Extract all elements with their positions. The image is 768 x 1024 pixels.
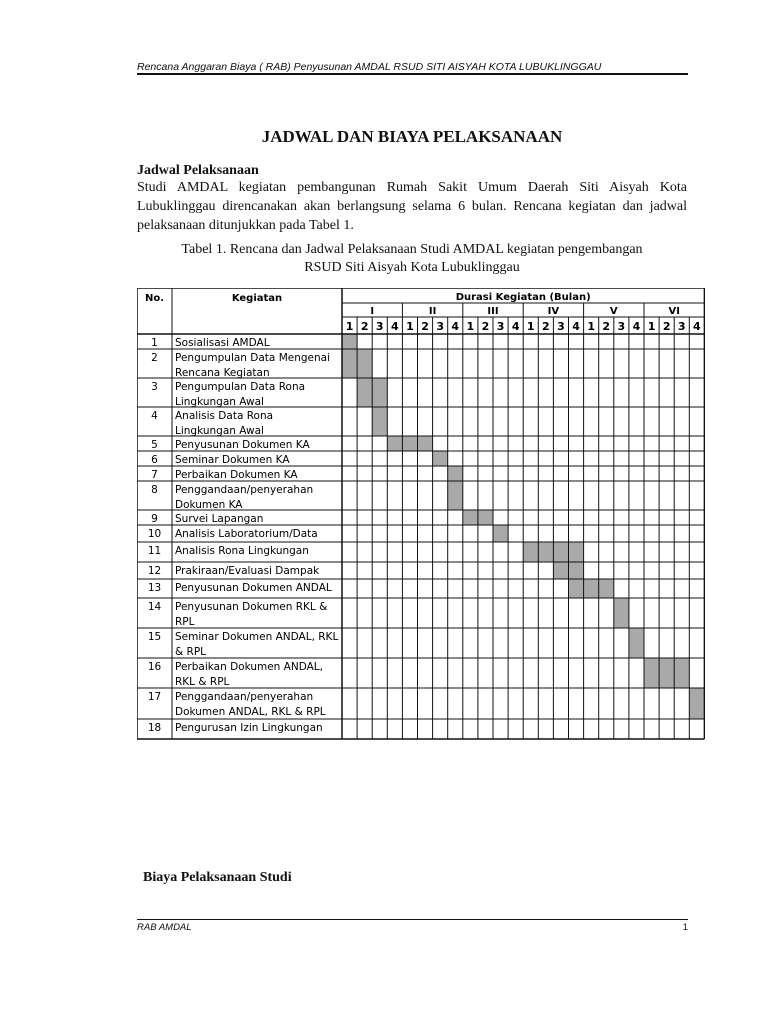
- table-caption-line-2: RSUD Siti Aisyah Kota Lubuklinggau: [304, 260, 520, 275]
- row-number: 5: [151, 439, 158, 451]
- gantt-bar-cell: [463, 510, 478, 525]
- gantt-bar-cell: [569, 542, 584, 562]
- schedule-table: [137, 288, 705, 748]
- gantt-bar-cell: [599, 579, 614, 598]
- week-label: 1: [647, 320, 656, 333]
- row-number: 1: [151, 337, 158, 349]
- week-label: 4: [632, 320, 641, 333]
- footer-label: RAB AMDAL: [137, 922, 192, 933]
- row-number: 6: [151, 454, 158, 466]
- month-label: IV: [547, 306, 560, 317]
- activity-label: Penyusunan Dokumen ANDAL: [175, 582, 332, 594]
- gantt-bar-cell: [659, 658, 674, 688]
- week-label: 3: [677, 320, 686, 333]
- gantt-bar-cell: [689, 688, 704, 719]
- gantt-bar-cell: [402, 436, 417, 451]
- month-label: V: [609, 306, 618, 317]
- activity-label: Pengumpulan Data Rona: [175, 381, 306, 393]
- activity-label: Dokumen KA: [175, 499, 243, 511]
- activity-label: Prakiraan/Evaluasi Dampak: [175, 565, 320, 577]
- row-number: 17: [147, 691, 162, 703]
- week-label: 3: [375, 320, 384, 333]
- gantt-bar-cell: [584, 579, 599, 598]
- gantt-bar-cell: [448, 466, 463, 481]
- intro-paragraph: Studi AMDAL kegiatan pembangunan Rumah Sakit Umum Daerah Siti Aisyah Kota Lubuklinggau direncanakan akan berlangsung selama 6 bulan. Rencana kegiatan dan jadwal pelaksanaan ditunjukkan pada Tabel 1.: [137, 180, 687, 233]
- activity-label: Pengurusan Izin Lingkungan: [175, 722, 323, 734]
- week-label: 1: [345, 320, 354, 333]
- activity-label: Penyusunan Dokumen RKL &: [175, 601, 328, 613]
- row-number: 18: [147, 722, 162, 734]
- gantt-bar-cell: [569, 562, 584, 579]
- activity-label: RPL: [175, 616, 195, 628]
- activity-label: Penyusunan Dokumen KA: [175, 439, 310, 451]
- week-label: 4: [572, 320, 580, 333]
- activity-label: & RPL: [175, 646, 207, 658]
- activity-label: Perbaikan Dokumen ANDAL,: [175, 661, 323, 673]
- row-number: 10: [147, 528, 162, 540]
- activity-label: Analisis Rona Lingkungan: [175, 545, 309, 557]
- week-label: 4: [693, 320, 701, 333]
- row-number: 13: [147, 582, 162, 594]
- activity-label: Analisis Data Rona: [175, 410, 274, 422]
- gantt-bar-cell: [478, 510, 493, 525]
- gantt-bar-cell: [387, 436, 402, 451]
- gantt-bar-cell: [644, 658, 659, 688]
- activity-label: Pengumpulan Data Mengenai: [175, 352, 330, 364]
- month-label: II: [428, 306, 437, 317]
- activity-label: Seminar Dokumen ANDAL, RKL: [175, 631, 339, 643]
- week-label: 3: [557, 320, 565, 333]
- activity-label: Rencana Kegiatan: [175, 367, 270, 379]
- week-label: 3: [496, 320, 505, 333]
- row-number: 16: [147, 661, 162, 673]
- activity-label: RKL & RPL: [175, 676, 230, 688]
- activity-label: Survei Lapangan: [175, 513, 264, 525]
- week-label: 3: [617, 320, 626, 333]
- gantt-bar-cell: [674, 658, 689, 688]
- week-label: 4: [391, 320, 399, 333]
- gantt-bar-cell: [448, 481, 463, 510]
- activity-label: Lingkungan Awal: [175, 396, 264, 408]
- gantt-bar-cell: [372, 378, 387, 407]
- gantt-bar-cell: [629, 628, 644, 658]
- week-label: 2: [360, 320, 369, 333]
- week-label: 3: [436, 320, 444, 333]
- activity-label: Lingkungan Awal: [175, 425, 264, 437]
- month-label: VI: [668, 306, 680, 317]
- column-header-no: No.: [144, 293, 165, 304]
- section-heading-jadwal: Jadwal Pelaksanaan: [137, 163, 259, 178]
- row-number: 4: [151, 410, 158, 422]
- row-number: 12: [147, 565, 162, 577]
- week-label: 1: [406, 320, 414, 333]
- section-heading-biaya: Biaya Pelaksanaan Studi: [143, 870, 292, 885]
- gantt-bar-cell: [433, 451, 448, 466]
- table-caption: [137, 241, 687, 277]
- gantt-bar-cell: [493, 525, 508, 542]
- column-header-activity: Kegiatan: [231, 293, 283, 304]
- week-label: 1: [587, 320, 595, 333]
- activity-label: Dokumen ANDAL, RKL & RPL: [175, 706, 326, 718]
- footer-rule: [137, 919, 688, 920]
- row-number: 8: [151, 484, 158, 496]
- gantt-bar-cell: [569, 579, 584, 598]
- page-title: JADWAL DAN BIAYA PELAKSANAAN: [261, 127, 563, 146]
- row-number: 11: [147, 545, 162, 557]
- activity-label: Penggandaan/penyerahan: [175, 484, 314, 496]
- schedule-gantt-chart: [137, 288, 705, 748]
- gantt-bar-cell: [538, 542, 553, 562]
- week-label: 2: [481, 320, 490, 333]
- week-label: 4: [511, 320, 520, 333]
- gantt-bar-cell: [418, 436, 433, 451]
- row-number: 15: [147, 631, 162, 643]
- week-label: 2: [421, 320, 429, 333]
- column-header-duration: Durasi Kegiatan (Bulan): [455, 292, 591, 303]
- row-number: 2: [151, 352, 158, 364]
- week-label: 4: [451, 320, 460, 333]
- gantt-bar-cell: [342, 349, 357, 378]
- row-number: 14: [147, 601, 162, 613]
- week-label: 2: [602, 320, 611, 333]
- gantt-bar-cell: [372, 407, 387, 436]
- gantt-bar-cell: [553, 562, 568, 579]
- running-header: Rencana Anggaran Biaya ( RAB) Penyusunan AMDAL RSUD SITI AISYAH KOTA LUBUKLINGGAU: [137, 61, 602, 73]
- row-number: 3: [151, 381, 158, 393]
- activity-label: Sosialisasi AMDAL: [175, 337, 270, 349]
- gantt-bar-cell: [342, 334, 357, 349]
- activity-label: Seminar Dokumen KA: [175, 454, 290, 466]
- month-label: I: [370, 306, 375, 317]
- gantt-bar-cell: [357, 378, 372, 407]
- activity-label: Perbaikan Dokumen KA: [175, 469, 298, 481]
- gantt-bar-cell: [553, 542, 568, 562]
- row-number: 9: [151, 513, 158, 525]
- header-rule: [137, 73, 688, 75]
- week-label: 1: [466, 320, 475, 333]
- activity-label: Analisis Laboratorium/Data: [175, 528, 318, 540]
- page-number: 1: [682, 922, 688, 933]
- activity-label: Penggandaan/penyerahan: [175, 691, 314, 703]
- week-label: 2: [662, 320, 671, 333]
- gantt-bar-cell: [357, 349, 372, 378]
- week-label: 1: [526, 320, 535, 333]
- gantt-bar-cell: [614, 598, 629, 628]
- gantt-bar-cell: [523, 542, 538, 562]
- week-label: 2: [542, 320, 550, 333]
- month-label: III: [487, 306, 499, 317]
- row-number: 7: [151, 469, 158, 481]
- table-caption-line-1: Tabel 1. Rencana dan Jadwal Pelaksanaan Studi AMDAL kegiatan pengembangan: [181, 242, 643, 257]
